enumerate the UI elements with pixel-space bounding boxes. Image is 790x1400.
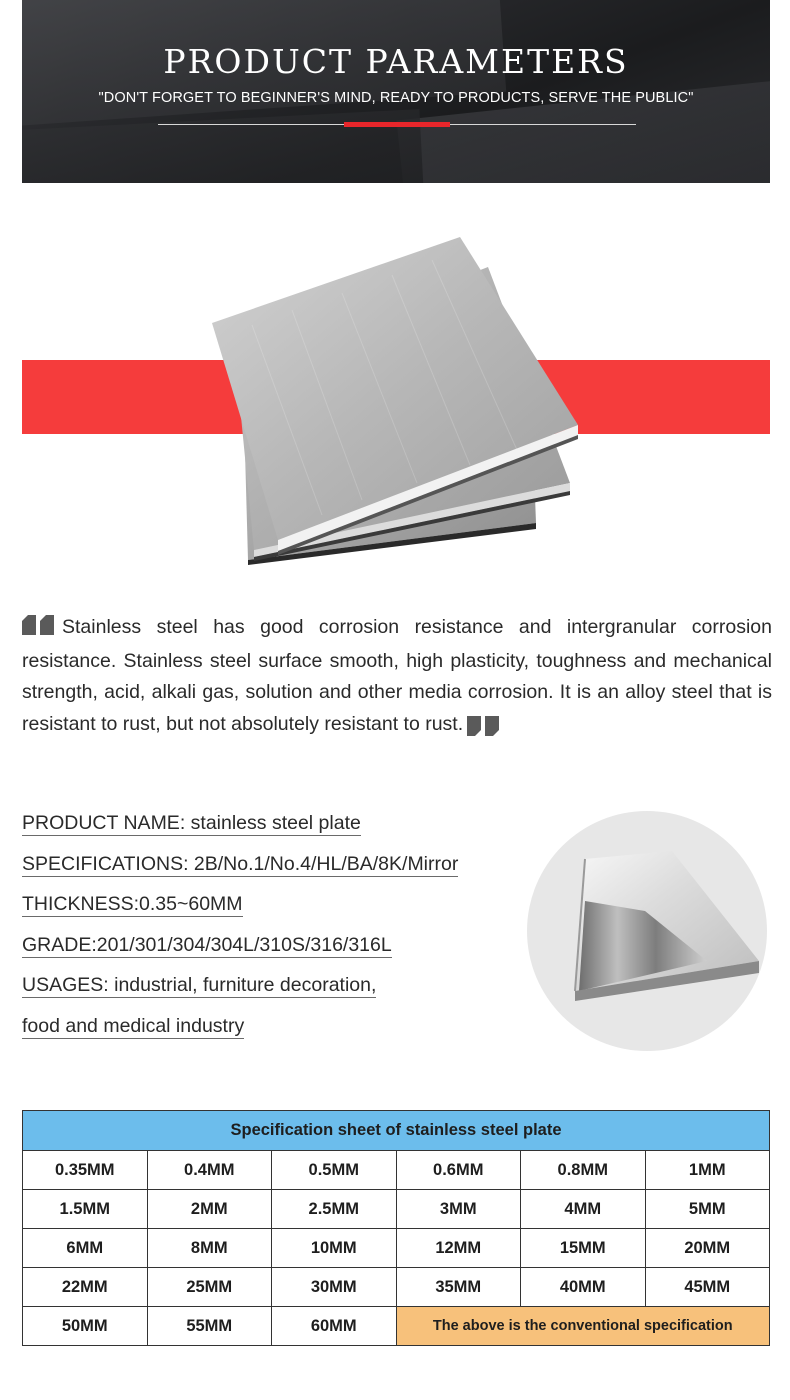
table-cell: 5MM xyxy=(645,1190,770,1229)
table-cell: 22MM xyxy=(23,1268,148,1307)
table-cell: 40MM xyxy=(521,1268,646,1307)
table-cell: 0.35MM xyxy=(23,1151,148,1190)
open-quote-icon xyxy=(22,614,56,646)
banner-slogan: "DON'T FORGET TO BEGINNER'S MIND, READY TO PRODUCTS, SERVE THE PUBLIC" xyxy=(98,90,694,106)
table-cell: 1MM xyxy=(645,1151,770,1190)
table-title: Specification sheet of stainless steel plate xyxy=(23,1111,770,1151)
table-cell: 10MM xyxy=(272,1229,397,1268)
spec-thickness: THICKNESS:0.35~60MM xyxy=(22,893,243,915)
table-cell: 25MM xyxy=(147,1268,272,1307)
table-cell: 15MM xyxy=(521,1229,646,1268)
specification-table xyxy=(22,1110,770,1346)
table-cell: 3MM xyxy=(396,1190,521,1229)
table-row xyxy=(23,1190,770,1229)
table-cell: 2.5MM xyxy=(272,1190,397,1229)
description-text: Stainless steel has good corrosion resistance and intergranular corrosion resistance. Stainless steel surface smooth, high plasticity, toughness and mechanical strength, acid, alkali gas, solution and other media corrosion. It is an alloy steel that is resistant to rust, but not absolutely resistant to rust. xyxy=(22,616,772,735)
table-cell: 0.4MM xyxy=(147,1151,272,1190)
table-cell: 55MM xyxy=(147,1307,272,1346)
table-cell: 45MM xyxy=(645,1268,770,1307)
spec-grade: GRADE:201/301/304/304L/310S/316/316L xyxy=(22,933,392,956)
table-cell: 12MM xyxy=(396,1229,521,1268)
table-cell: 0.5MM xyxy=(272,1151,397,1190)
table-cell: 1.5MM xyxy=(23,1190,148,1229)
page-title: PRODUCT PARAMETERS xyxy=(163,42,629,81)
spec-specifications: SPECIFICATIONS: 2B/No.1/No.4/HL/BA/8K/Mirror xyxy=(22,852,459,875)
table-cell: 0.6MM xyxy=(396,1151,521,1190)
table-cell: 30MM xyxy=(272,1268,397,1307)
table-cell: 0.8MM xyxy=(521,1151,646,1190)
divider-accent xyxy=(344,122,450,127)
product-image-block xyxy=(22,215,770,575)
table-cell: 8MM xyxy=(147,1229,272,1268)
product-description xyxy=(22,612,772,746)
table-row xyxy=(23,1229,770,1268)
table-row xyxy=(23,1151,770,1190)
table-cell: 4MM xyxy=(521,1190,646,1229)
close-quote-icon xyxy=(467,715,501,747)
table-note: The above is the conventional specification xyxy=(396,1307,770,1346)
spec-list xyxy=(22,812,522,1055)
table-cell: 6MM xyxy=(23,1229,148,1268)
table-cell: 35MM xyxy=(396,1268,521,1307)
spec-usages: USAGES: industrial, furniture decoration, xyxy=(22,974,377,996)
steel-plate-stack-image xyxy=(22,215,770,575)
table-cell: 20MM xyxy=(645,1229,770,1268)
table-cell: 2MM xyxy=(147,1190,272,1229)
header-banner xyxy=(22,0,770,183)
table-cell: 50MM xyxy=(23,1307,148,1346)
table-row xyxy=(23,1268,770,1307)
table-row xyxy=(23,1307,770,1346)
spec-usages-cont: food and medical industry xyxy=(22,1014,245,1037)
spec-product-name: PRODUCT NAME: stainless steel plate xyxy=(22,812,361,834)
table-cell: 60MM xyxy=(272,1307,397,1346)
mirror-plate-image xyxy=(527,811,767,1051)
